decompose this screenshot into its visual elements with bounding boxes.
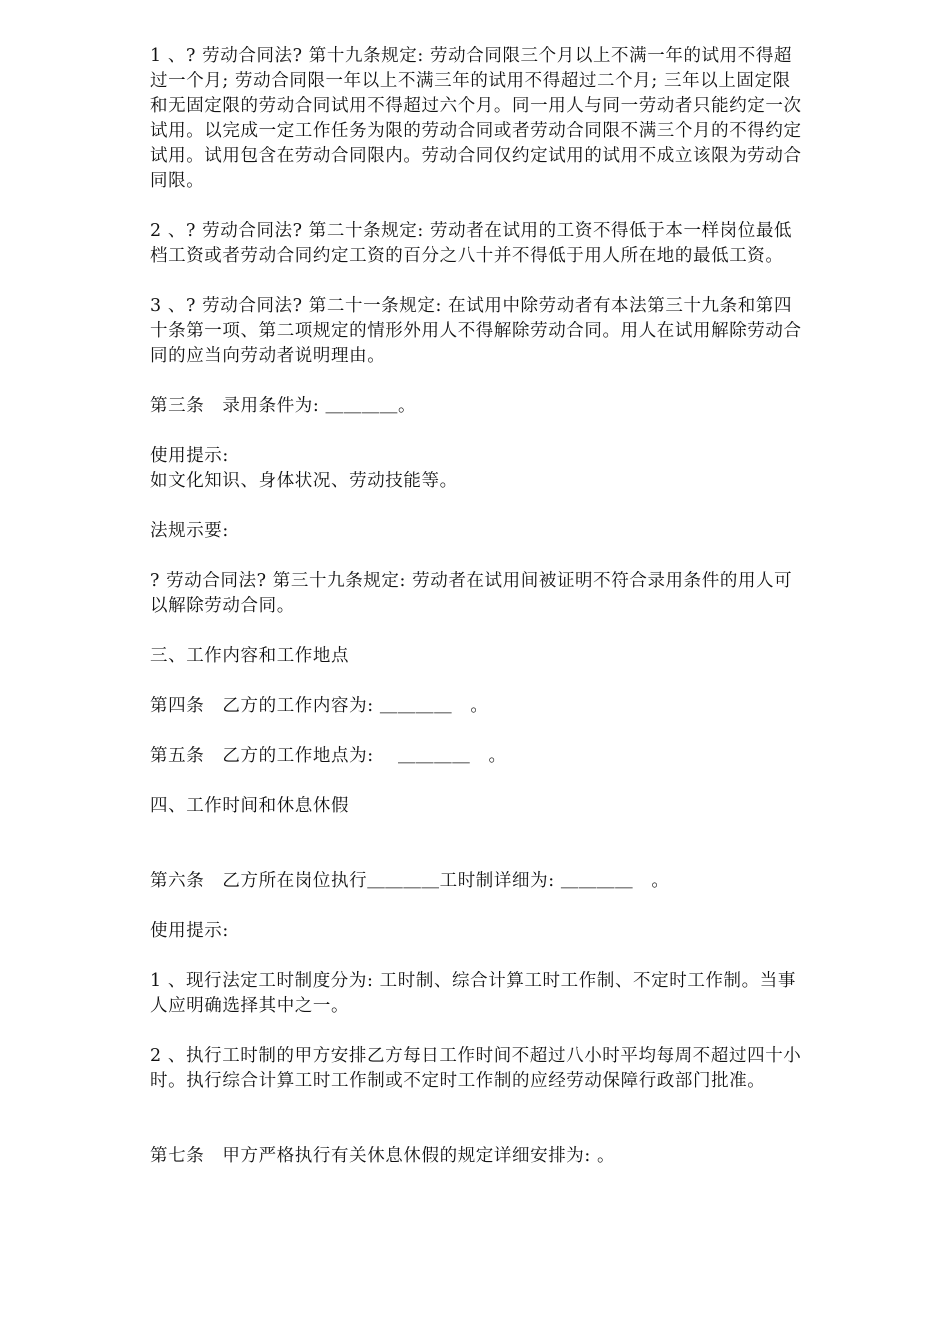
usage-tip-text: 如文化知识、身体状况、劳动技能等。 bbox=[150, 471, 458, 491]
provision-probation-wage: 2 、? 劳动合同法? 第二十条规定: 劳动者在试用的工资不得低于本一样岗位最低档工资或者劳动合同约定工资的百分之八十并不得低于用人所在地的最低工资。 bbox=[150, 221, 793, 266]
article-7-rest-leave: 第七条 甲方严格执行有关休息休假的规定详细安排为: 。 bbox=[150, 1146, 616, 1166]
regulation-heading: 法规示要: bbox=[150, 521, 229, 541]
section-3-heading: 三、工作内容和工作地点 bbox=[150, 646, 350, 666]
usage-tip-heading-2: 使用提示: bbox=[150, 921, 229, 941]
provision-probation-termination: 3 、? 劳动合同法? 第二十一条规定: 在试用中除劳动者有本法第三十九条和第四十条第一项、第二项规定的情形外用人不得解除劳动合同。用人在试用解除劳动合同的应当向劳动者说明理由。 bbox=[150, 296, 802, 366]
usage-tip-heading: 使用提示: bbox=[150, 446, 229, 466]
usage-tip-hours-limit: 2 、执行工时制的甲方安排乙方每日工作时间不超过八小时平均每周不超过四十小时。执行综合计算工时工作制或不定时工作制的应经劳动保障行政部门批准。 bbox=[150, 1046, 802, 1091]
document-page bbox=[150, 44, 805, 1169]
provision-probation-length: 1 、? 劳动合同法? 第十九条规定: 劳动合同限三个月以上不满一年的试用不得超过一个月; 劳动合同限一年以上不满三年的试用不得超过二个月; 三年以上固定限和无固定限的劳动合同试用不得超过六个月。同一用人与同一劳动者只能约定一次试用。以完成一定工作任务为限的劳动合同或者劳动合同限不满三个月的不得约定试用。试用包含在劳动合同限内。劳动合同仅约定试用的试用不成立该限为劳动合同限。 bbox=[150, 46, 802, 191]
section-4-heading: 四、工作时间和休息休假 bbox=[150, 796, 350, 816]
usage-tip-hours-systems: 1 、现行法定工时制度分为: 工时制、综合计算工时工作制、不定时工作制。当事人应明确选择其中之一。 bbox=[150, 971, 796, 1016]
regulation-article-39: ? 劳动合同法? 第三十九条规定: 劳动者在试用间被证明不符合录用条件的用人可以解除劳动合同。 bbox=[150, 571, 793, 616]
article-5-work-location: 第五条 乙方的工作地点为: ＿＿＿＿ 。 bbox=[150, 746, 507, 766]
article-3-hiring-conditions: 第三条 录用条件为: ＿＿＿＿。 bbox=[150, 396, 417, 416]
article-4-work-content: 第四条 乙方的工作内容为: ＿＿＿＿ 。 bbox=[150, 696, 489, 716]
article-6-working-hours: 第六条 乙方所在岗位执行＿＿＿＿工时制详细为: ＿＿＿＿ 。 bbox=[150, 871, 670, 891]
